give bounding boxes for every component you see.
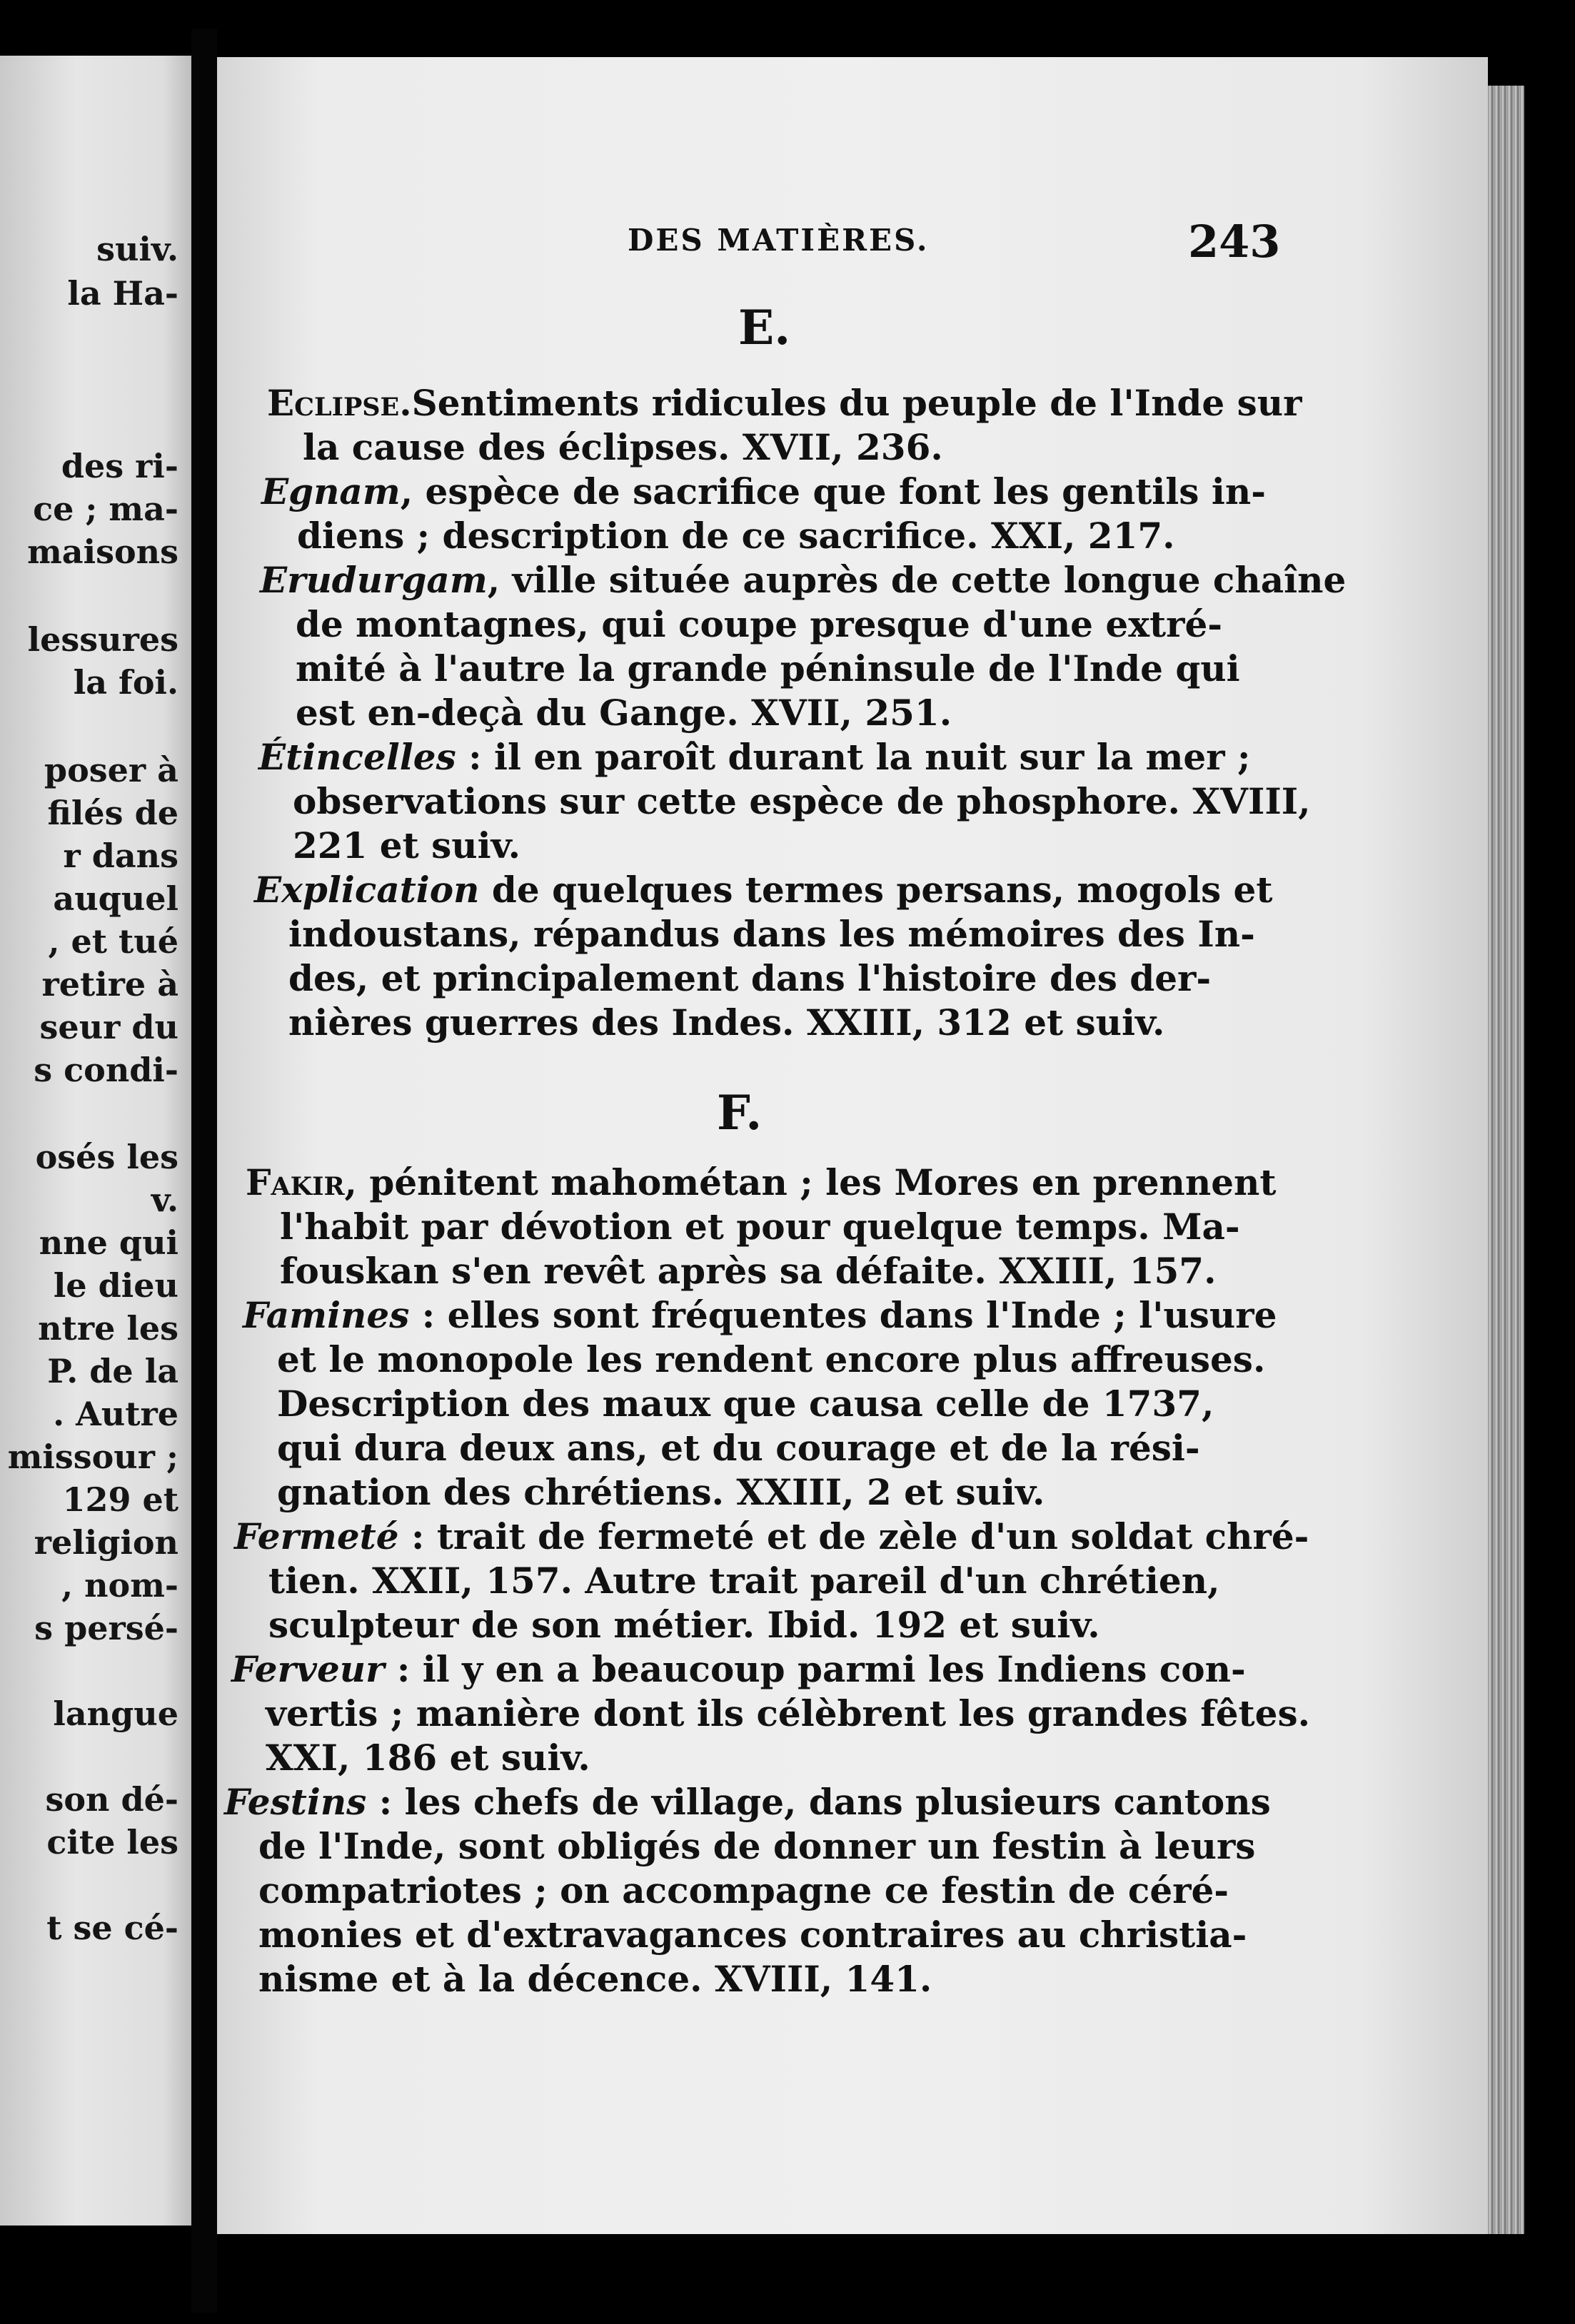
- left-page-fragment: [0, 56, 191, 2226]
- entry-line: la cause des éclipses. XVII, 236.: [303, 426, 943, 468]
- left-line: la foi.: [73, 663, 178, 702]
- entry-line: indoustans, répandus dans les mémoires des In-: [288, 913, 1255, 955]
- entry-line: de montagnes, qui coupe presque d'une extré-: [296, 603, 1223, 645]
- entry-line: gnation des chrétiens. XXIII, 2 et suiv.: [277, 1471, 1045, 1513]
- entry-line: monies et d'extravagances contraires au christia-: [258, 1914, 1247, 1956]
- left-line: maisons: [27, 532, 178, 571]
- entry-line: des, et principalement dans l'histoire des der-: [288, 957, 1212, 999]
- entry-term: Egnam: [261, 470, 401, 512]
- left-line: P. de la: [47, 1352, 178, 1390]
- entry-term: Festins: [224, 1781, 367, 1823]
- entry-line: [261, 470, 1266, 512]
- entry-line: Description des maux que causa celle de 1737,: [277, 1383, 1214, 1425]
- entry-text: , pénitent mahométan ; les Mores en prennent: [344, 1161, 1277, 1203]
- page-header: [217, 57, 1488, 268]
- index-page: [217, 57, 1488, 2234]
- left-line: seur du: [39, 1008, 178, 1046]
- entry-text: : il en paroît durant la nuit sur la mer ;: [456, 736, 1251, 778]
- entry-text: : elles sont fréquentes dans l'Inde ; l'usure: [409, 1294, 1277, 1336]
- entry-line: 221 et suiv.: [293, 824, 521, 867]
- entry-text: : les chefs de village, dans plusieurs cantons: [366, 1781, 1271, 1823]
- entry-line: [231, 1648, 1246, 1690]
- left-line: suiv.: [96, 230, 178, 268]
- left-line: ce ; ma-: [33, 490, 178, 528]
- left-line: poser à: [44, 751, 178, 789]
- left-line: auquel: [53, 879, 178, 918]
- left-line: cite les: [46, 1823, 178, 1861]
- left-line: le dieu: [53, 1266, 178, 1305]
- entry-term: Eclipse.: [267, 382, 412, 424]
- entry-line: [243, 1294, 1277, 1336]
- left-line: , nom-: [61, 1566, 178, 1605]
- entry-line: observations sur cette espèce de phosphore. XVIII,: [293, 780, 1311, 822]
- left-line: ntre les: [38, 1309, 178, 1348]
- entry-line: [234, 1515, 1309, 1557]
- left-line: nne qui: [39, 1223, 178, 1262]
- entry-term: Fakir: [246, 1161, 345, 1203]
- entry-line: fouskan s'en revêt après sa défaite. XXIII, 157.: [280, 1250, 1217, 1292]
- entry-term: Fermeté: [234, 1515, 399, 1557]
- section-letter-f: F.: [717, 1085, 763, 1141]
- page-number: 243: [1188, 216, 1281, 268]
- entry-line: qui dura deux ans, et du courage et de la rési-: [277, 1427, 1200, 1469]
- entry-text: : trait de fermeté et de zèle d'un soldat chré-: [398, 1515, 1309, 1557]
- left-line: langue: [53, 1694, 178, 1733]
- entry-line: [267, 382, 1302, 424]
- entry-line: [258, 736, 1251, 778]
- entry-line: de l'Inde, sont obligés de donner un festin à leurs: [258, 1825, 1256, 1867]
- running-head: DES MATIÈRES.: [628, 223, 930, 258]
- entry-line: et le monopole les rendent encore plus affreuses.: [277, 1338, 1266, 1380]
- entry-line: compatriotes ; on accompagne ce festin de céré-: [258, 1869, 1229, 1911]
- left-line: , et tué: [48, 922, 178, 961]
- entry-line: l'habit par dévotion et pour quelque temps. Ma-: [280, 1206, 1240, 1248]
- entry-line: [254, 869, 1273, 911]
- left-line: 129 et: [62, 1480, 178, 1519]
- left-line: s persé-: [34, 1609, 178, 1647]
- left-line: v.: [151, 1181, 178, 1219]
- entry-line: [246, 1161, 1277, 1203]
- section-letter-e: E.: [738, 300, 791, 355]
- entry-line: [260, 559, 1347, 601]
- entry-text: Sentiments ridicules du peuple de l'Inde sur: [411, 382, 1302, 424]
- entry-term: Explication: [254, 869, 480, 911]
- left-line: missour ;: [7, 1438, 178, 1476]
- entry-term: Famines: [243, 1294, 410, 1336]
- entry-text: , espèce de sacrifice que font les gentils in-: [400, 470, 1266, 512]
- page-edges: [1481, 86, 1524, 2234]
- entry-text: , ville située auprès de cette longue chaîne: [487, 559, 1347, 601]
- entry-line: nisme et à la décence. XVIII, 141.: [258, 1958, 932, 2000]
- left-line: des ri-: [61, 447, 178, 485]
- entry-line: est en-deçà du Gange. XVII, 251.: [296, 692, 952, 734]
- left-line: lessures: [27, 620, 178, 659]
- left-line: osés les: [35, 1138, 178, 1176]
- entry-term: Étincelles: [258, 736, 456, 778]
- left-line: religion: [34, 1523, 178, 1562]
- entry-line: diens ; description de ce sacrifice. XXI, 217.: [297, 515, 1175, 557]
- left-line: t se cé-: [46, 1909, 178, 1947]
- entry-line: mité à l'autre la grande péninsule de l'Inde qui: [296, 647, 1240, 689]
- entry-line: tien. XXII, 157. Autre trait pareil d'un chrétien,: [268, 1560, 1220, 1602]
- entry-text: : il y en a beaucoup parmi les Indiens con-: [384, 1648, 1246, 1690]
- entry-line: [224, 1781, 1271, 1823]
- left-line: s condi-: [34, 1051, 178, 1089]
- left-line: la Ha-: [67, 274, 178, 313]
- left-line: retire à: [41, 965, 178, 1004]
- left-line: . Autre: [53, 1395, 178, 1433]
- left-line: filés de: [47, 794, 178, 832]
- entry-line: vertis ; manière dont ils célèbrent les grandes fêtes.: [266, 1692, 1311, 1734]
- entry-term: Erudurgam: [260, 559, 488, 601]
- entry-term: Ferveur: [231, 1648, 385, 1690]
- left-line: r dans: [63, 837, 178, 875]
- entry-line: XXI, 186 et suiv.: [266, 1737, 590, 1779]
- book-gutter: [191, 29, 217, 2313]
- left-line: son dé-: [45, 1780, 178, 1819]
- entry-line: sculpteur de son métier. Ibid. 192 et suiv.: [268, 1604, 1100, 1646]
- entry-line: nières guerres des Indes. XXIII, 312 et suiv.: [288, 1001, 1165, 1044]
- entry-text: de quelques termes persans, mogols et: [479, 869, 1273, 911]
